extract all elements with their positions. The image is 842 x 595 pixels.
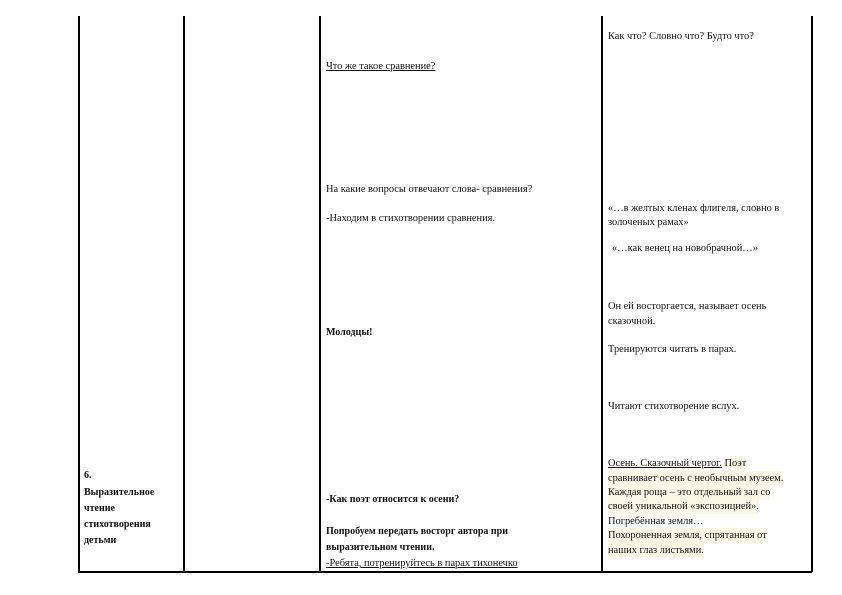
stage-number: 6. — [84, 470, 92, 481]
instruction-find-comparisons: -Находим в стихотворении сравнения. — [326, 213, 496, 224]
quote-line: «…в желтых кленах флигеля, словно в — [608, 203, 780, 214]
praise-text: Молодцы! — [326, 327, 373, 338]
answer-admires-line: сказочной. — [608, 316, 656, 327]
autumn-desc-start: Поэт — [724, 458, 747, 469]
instruction-convey-line: выразительном чтении. — [326, 542, 435, 553]
buried-title: Погребённая земля… — [608, 516, 704, 527]
autumn-desc-line: Каждая роща – это отдельный зал со — [608, 487, 771, 498]
table-border-left — [78, 16, 80, 572]
buried-desc-line: наших глаз листьями. — [608, 545, 704, 556]
autumn-title: Осень. Сказочный чертог. — [608, 458, 722, 469]
answer-pairs-practice: Тренируются читать в парах. — [608, 344, 737, 355]
table-border-right — [811, 16, 813, 572]
autumn-desc-line: своей уникальной «экспозицией». — [608, 501, 759, 512]
answer-admires-line: Он ей восторгается, называет осень — [608, 301, 767, 312]
column-divider-2 — [319, 16, 321, 572]
question-what-is-comparison: Что же такое сравнение? — [326, 61, 436, 72]
instruction-practice-pairs: -Ребята, потренируйтесь в парах тихонечко — [326, 558, 518, 569]
stage-title-line: детьми — [84, 535, 117, 546]
stage-title-line: чтение — [84, 503, 115, 514]
stage-title-line: стихотворения — [84, 519, 151, 530]
quote-line: золоченых рамах» — [608, 217, 689, 228]
table-border-bottom — [78, 571, 812, 573]
quote-line: «…как венец на новобрачной…» — [612, 243, 758, 254]
instruction-convey-line: Попробуем передать восторг автора при — [326, 526, 508, 537]
autumn-desc-line: сравнивает осень с необычным музеем. — [608, 473, 784, 484]
answer-read-aloud: Читают стихотворение вслух. — [608, 401, 740, 412]
column-divider-1 — [183, 16, 185, 572]
question-poet-attitude: -Как поэт относится к осени? — [326, 494, 460, 505]
column-divider-3 — [601, 16, 603, 572]
stage-title-line: Выразительное — [84, 487, 155, 498]
question-comparison-words: На какие вопросы отвечают слова- сравнения? — [326, 184, 533, 195]
answer-questions: Как что? Словно что? Будто что? — [608, 31, 754, 42]
buried-desc-line: Похороненная земля, спрятанная от — [608, 530, 767, 541]
autumn-line — [608, 456, 746, 471]
